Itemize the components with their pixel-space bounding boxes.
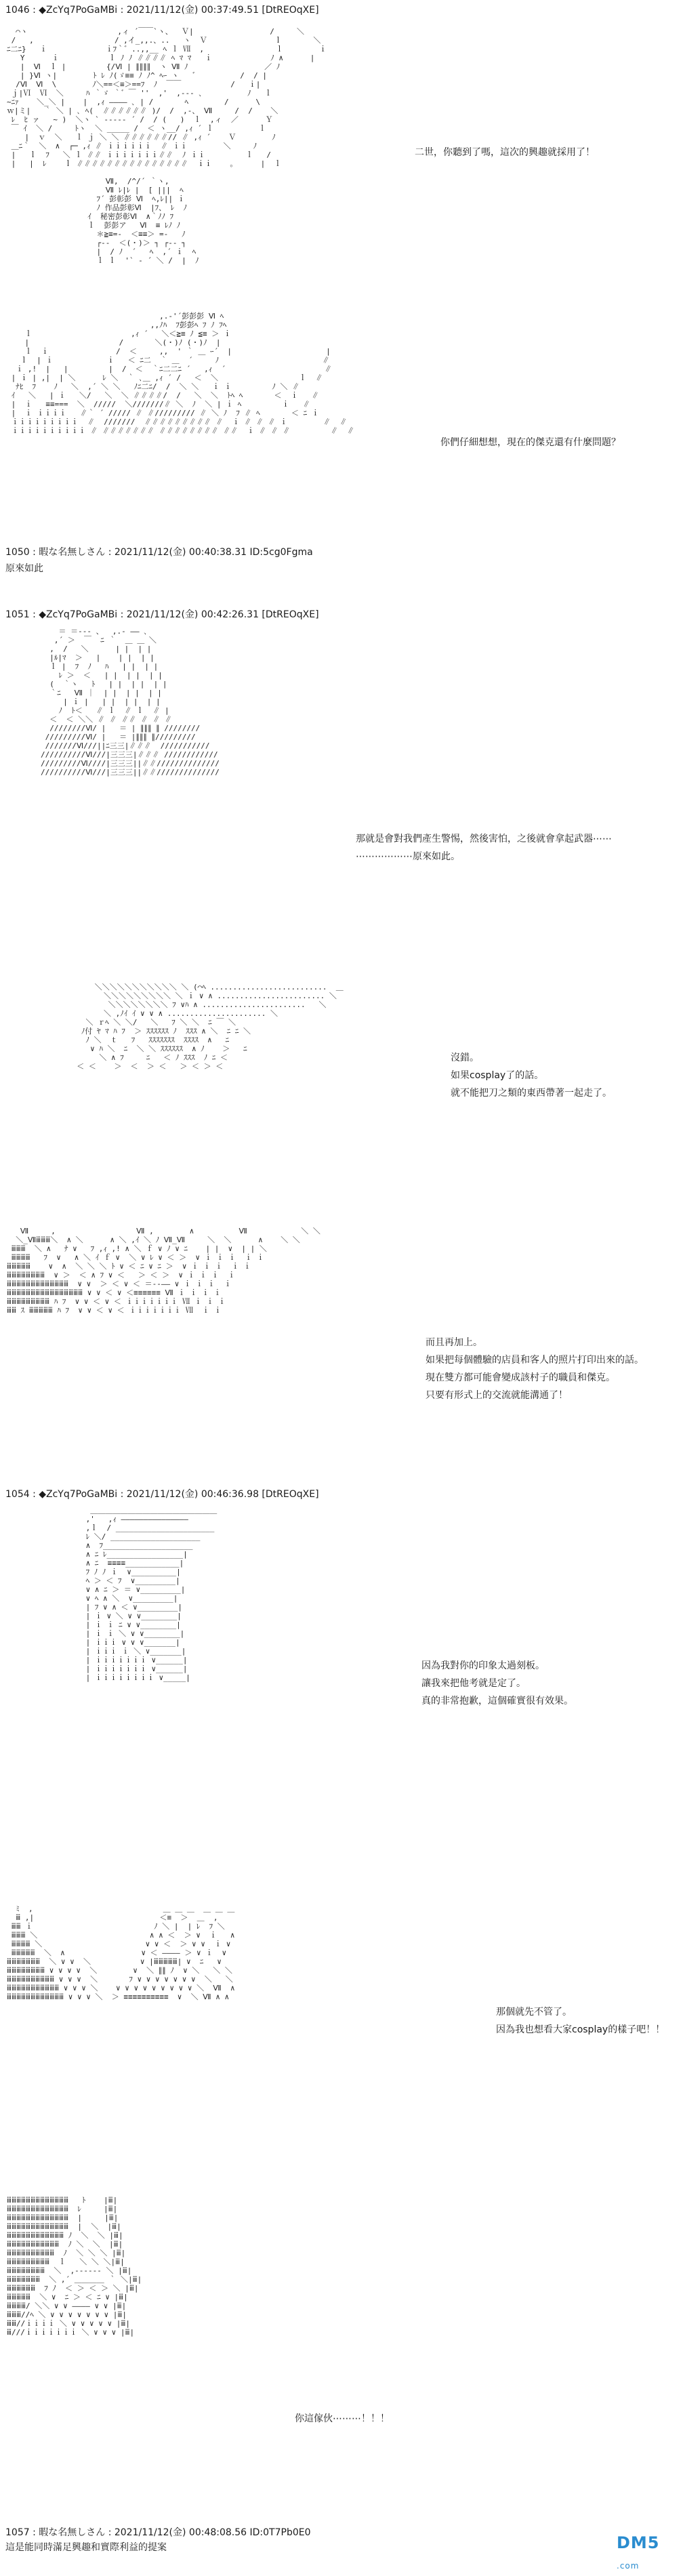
dialogue-5: [426, 1334, 644, 1404]
dialogue-line: 只要有形式上的交流就能溝通了！: [426, 1390, 568, 1401]
dialogue-line: 現在雙方都可能會變成該村子的職員和傑克。: [426, 1372, 615, 1383]
ascii-art-scene-5: Ⅶ , Ⅶ , ∧ Ⅶ ＼ ＼ ＼_Ⅶⅲⅲⅲ＼ ∧ ＼ ∧ ＼ ,ｲ ＼ ﾉ Ⅶ_Ⅶ ＼ ＼ ∧ ＼ ＼ ⅲⅲⅲ ＼ ∧ ﾅ ∨ ﾌ ,ｨ ,! ∧ ＼ ｆ ∨ ﾉ ∨ ﾆ | | ∨ | | ＼ ⅲⅲⅲⅲ ﾌ ∨ ∧ ＼ ｲ ｆ ∨ ＼ ∨ ﾚ ∨ ＜ ＞ ∨ ｉ ｉ ｉ ｉ ｉ ⅲⅲⅲⅲⅲ ∨ ∧ ＼ ＼ ＼ ﾄ ∨ ＜ ﾆ ∨ ﾆ ＞ ∨ ｉ ｉ ｉ ｉ ｉ ⅲⅲⅲⅲⅲⅲⅲⅲ ∨ ＞ ＜ ∧ ﾌ ∨ ＜ ＞ ＜ ＞ ∨ ｉ ｉ ｉ ｉ ⅲⅲⅲⅲⅲⅲⅲⅲⅲⅲⅲⅲⅲ ∨ ∨ ＞ ＜ ∨ ＜ ＝‐‐―― ∨ ｉ ｉ ｉ ｉ ⅲⅲⅲⅲⅲⅲⅲⅲⅲⅲⅲⅲⅲⅲⅲⅲ ∨ ∨ ＜ ∨ ＜≡≡≡≡≡≡ Ⅶ ｉ ｉ ｉ ｉ ⅲⅲⅲⅲⅲⅲⅲⅲⅲ ﾊ ﾌ ∨ ∨ ＜ ∨ ＜ ｉｉｉｉｉｉｉ Ⅶ ｉ ｉ ｉ ⅲⅲ ｽ ⅲⅲⅲⅲⅲ ﾊ ﾌ ∨ ∨ ＜ ∨ ＜ ｉｉｉｉｉｉｉ Ⅶ ｉ ｉ: [7, 1227, 320, 1315]
dialogue-line: 因為我也想看大家cosplay的樣子吧！！: [496, 2024, 665, 2035]
ascii-art-scene-7: ﾐ , ＿ ＿ ＿ ＿ ＿ ＿ ⅲ ,| ＜≡ ＞ ＿ , ⅲⅲ ｉ ﾉ ＼ | | ﾚ ﾌ ＼ ⅲⅲⅲ ＼ ∧ ∧ ＜ ＞ ∨ ｉ ∧ ⅲⅲⅲⅲ ＼ ∨ ∨ ＜ ＞ ∨ ∨ ｉ ∨ ⅲⅲⅲⅲⅲ ＼ ∧ ∨ ＜ ―――― ＞ ∨ ｉ ∨ ⅲⅲⅲⅲⅲⅲⅲ ＼ ∨ ∨ ＼ ∨ |ⅲⅲⅲⅲⅲ| ∨ ﾆ ∨ ⅲⅲⅲⅲⅲⅲⅲⅲ ∨ ∨ ∨ ∨ ＼ ∨ ＼ ∥∥ ﾉ ∨ ＼ ＼ ＼ ⅲⅲⅲⅲⅲⅲⅲⅲⅲⅲ ∨ ∨ ∨ ＼ ﾌ ∨ ∨ ∨ ∨ ∨ ∨ ∨ ＼ ＼ ⅲⅲⅲⅲⅲⅲⅲⅲⅲⅲⅲ ∨ ∨ ∨ ＼ ∨ ∨ ∨ ∨ ∨ ∨ ∨ ∨ ∨ ＼ Ⅶ ∧ ⅲⅲⅲⅲⅲⅲⅲⅲⅲⅲⅲⅲ ∨ ∨ ∨ ＼ ＞ ≡≡≡≡≡≡≡≡≡≡ ∨ ＼ Ⅶ ∧ ∧: [7, 1904, 235, 2001]
dialogue-7: [496, 2003, 665, 2039]
dialogue-line: 沒錯。: [451, 1052, 479, 1063]
dialogue-line: 讓我來把他考就是定了。: [421, 1678, 526, 1689]
site-watermark-logo: [617, 2533, 675, 2571]
dialogue-line: ⋯⋯⋯⋯⋯⋯原來如此。: [356, 851, 460, 862]
post-header-1054: 1054 : ◆ZcYq7PoGaMBi : 2021/11/12(金) 00:46:36.98 [DtREOqXE]: [5, 1489, 319, 1500]
dialogue-line: 而且再加上。: [426, 1337, 482, 1348]
watermark-text: DM5: [617, 2533, 660, 2552]
dialogue-line: 那個就先不管了。: [496, 2007, 572, 2018]
dialogue-line: 二世，你聽到了嗎，這次的興趣就採用了！: [415, 147, 595, 158]
dialogue-1: [415, 144, 595, 161]
dialogue-6: [421, 1657, 573, 1710]
ascii-art-scene-8: ⅲⅲⅲⅲⅲⅲⅲⅲⅲⅲⅲⅲⅲ ﾄ |ⅲ| ⅲⅲⅲⅲⅲⅲⅲⅲⅲⅲⅲⅲⅲ ﾚ |ⅲ| ⅲⅲⅲⅲⅲⅲⅲⅲⅲⅲⅲⅲⅲ | |ⅲ| ⅲⅲⅲⅲⅲⅲⅲⅲⅲⅲⅲⅲⅲ | ＼ |ⅲ| ⅲⅲⅲⅲⅲⅲⅲⅲⅲⅲⅲⅲ ﾉ ＼ ＼ |ⅲ| ⅲⅲⅲⅲⅲⅲⅲⅲⅲⅲⅲ ﾉ ＼ ＼ |ⅲ| ⅲⅲⅲⅲⅲⅲⅲⅲⅲⅲ ﾉ ＼ ＼ ＼ |ⅲ| ⅲⅲⅲⅲⅲⅲⅲⅲⅲ ｌ ＼ ＼ ＼|ⅲ| ⅲⅲⅲⅲⅲⅲⅲⅲ ＼ ,-‐‐‐‐- ＼ |ⅲ| ⅲⅲⅲⅲⅲⅲⅲ ＼ ,´ ＿＿＿＿ ｀ ＼|ⅲ| ⅲⅲⅲⅲⅲⅲ ﾌ ﾉ ＜ ＞ ＜ ＞ ＼ |ⅲ| ⅲⅲⅲⅲⅲ ＼ ∨ ﾆ ＞ ＜ ﾆ ∨ |ⅲ| ⅲⅲⅲⅲ/ ＼＼ ∨ ∨ ―――― ∨ ∨ |ⅲ| ⅲⅲⅲ//ﾍ ＼ ∨ ∨ ∨ ∨ ∨ ∨ ∨ |ⅲ| ⅲⅲ//ｉｉｉｉ ＼ ∨ ∨ ∨ ∨ ∨ |ⅲ| ⅲ///ｉｉｉｉｉｉｉ ＼ ∨ ∨ ∨ |ⅲ|: [7, 2196, 142, 2337]
post-header-1050: 1050 : 暇な名無しさん : 2021/11/12(金) 00:40:38.31 ID:5cg0Fgma: [5, 547, 313, 558]
post-body-1057: 這是能同時滿足興趣和實際利益的提案: [5, 2542, 167, 2553]
dialogue-line: 真的非常抱歉，這個確實很有效果。: [421, 1696, 573, 1706]
ascii-art-scene-1: ⌒ヽ ,ィ ´￣￣`ヽ、 Ｖ| / ＼ / , / ,イ_,,.、.. ヽ Ｖ ｌ ＼ ﾆ二ﾆ} ｉ ｉﾌ｀゛..,,__ ﾍ ｌ Ⅶ , ｌ ｉ Y ｉ ｌ ﾉ ﾉ ∥∥∥∥ ﾍ ﾏ ﾏ ｉ ﾉ ∧ | | Ⅵ ｌ | {/Ⅵ | ∥∥∥∥ ヽ Ⅶ ﾉ ／ ﾉ | }Ⅵ ヽ| ﾄ ﾚ ﾉ(ゞ≡≡ ﾉ ﾉ^ ﾍｰ ヽ ゛ / / | /Ⅵ Ⅵ \ ﾉ＼==＜≡＞==ﾌ ﾉ ￣￣ / ｉ| ｊ|Ⅵ Ⅵ ＼ ﾊ ｀ゞ ｀゛￣ '' ,' ,-‐- ､ ﾉ ｌ ~ﾆｧ ＼_＼ | | ,ｨ ―――― ､ | / ﾍ / \ ｗ|ミ| ｀ ＼ | ､ ﾍ( ∥∥∥∥∥∥ )/ / ,-、 Ⅶ / / ＼ ﾚ ﾋ ァ ~ ) ＼ヽ ` ----- ´ / / ( ) ｌ ,ィ ／ Ｙ ￣ ｲ ＼ / ﾄヽ ＼ _____ / ＜ ヽ__/ ,ｨ ´ ｌ ｌ | ｖ ＼ ｌ ｊ ＼ ＼ ∥∥∥∥∥∥// ∥ ,ｨ ´ Ｖ ﾉ ＿ﾆ｀ ＼ ∧ ┌─ ,ｨ ∥ ｉｉｉｉｉｉ ∥ ｉｉ ＼ ﾉ | ｌ ﾌ ＼ ｌ ∥∥ ｉｉｉｉｉｉｉ∥∥ ﾉ ｉｉ ｌ / | | ﾚ ｌ ∥∥∥∥∥∥∥∥∥∥∥∥∥∥∥ ｉｉ ｡ | ｌ Ⅶ, /^/´ ｀ヽ, Ⅶ ﾚ|ﾚ | [ ||| ﾍ ﾌ´ 彭彰彭 Ⅵ ﾍ,ﾚ|| ｉ ﾉ 作品彭彰Ⅵ |ﾌ、 ﾚ ﾉ ｲ 秘密彭彰Ⅵ ∧｀ﾉﾉ ﾌ ｌ 彭彭ア Ⅵ ≡ ﾚﾉ ﾉ ＊≧≡=- ＜≡≡＞ =- ﾉ ┌‐‐ ＜(・)＞ ┐ ┌‐‐ ┐ | / ﾉ ´ ﾍ ,´ ｉ ﾍ ｌ ｌ '` - ´ ＼ / | ﾉ: [7, 27, 327, 265]
post-header-1046: 1046 : ◆ZcYq7PoGaMBi : 2021/11/12(金) 00:37:49.51 [DtREOqXE]: [5, 5, 319, 16]
ascii-art-scene-2: ,.-'´彭彭彭 Ⅵ ﾍ ,,ﾉﾊ ﾌ彭彭ﾍ ﾌ ﾉ ﾌﾍ ｌ ,ｨ ´ ＼＜≧≡ ﾉ ≦≡ ＞ ｉ | / ＼(・)ﾉ (・)ﾉ | ｌ ｉ / ＜ ,, ' ｀ ＿ ｰ´ | | ｌ | ｉ ｉ ＜ ﾆ二 ｀ ＿ ´ ﾉ ∥ ｉ ,! | | | / ＜ ｀ﾆ二二ﾆ ´ ,ｨ ´ ∥ | ｉ | ,| | ＼ ﾚ ＼ ｀ ､＿ ,ｨ ´ / ＜ ＼ ｌ ∥ ﾅﾋ ﾌ ﾉ ＼ ,´ ＼ ＼ ﾉﾆ二ﾆ/ / ＼ ＼ ｉ ｉ ﾉ ＼ ∥ ｲ ＼ | ｉ ＼/ ＼ ＼ ∥∥∥∥/ / ＼ ＼ ﾄﾍ ﾍ ＜ ｉ ∥ | ｉ ≡≡=== ＼ ///// ＼///////∥ ＼ ﾉ ＼ | ｉ ﾍ ｉ ∥ | ｉ ｉｉｉｉ ∥｀ ´ ///// ∥ ∥///////// ∥ ＼ ﾉ ﾌ ∥ ﾍ ＜ ﾆ ｉ ｉｉｉｉｉｉｉｉｉ ∥ /////// ∥∥∥∥∥∥∥∥∥ ∥ ｉ ∥ ∥ ∥ ｉ ∥ ∥ ｉｉｉｉｉｉｉｉｉｉ ∥ ∥∥∥∥∥∥∥ ∥∥∥∥∥∥∥∥ ∥∥ ｉ ∥ ∥ ∥ ∥ ∥: [11, 312, 355, 435]
post-body-1050: 原來如此: [5, 563, 43, 574]
ascii-art-scene-3: ＝ ＝‐‐‐ 、 ,.‐ ―― ､ ,´ ＞ ￣ ﾆ ｀ ＿ ＿ ＼ , / ＼ | | | | |ﾙ|ﾏ ＞ | | | | | ｌ | ﾌ ﾉ ﾊ | | | | ﾚ ＞ ＜ | | | | | | ( ｀ヽ ﾄ | | | | | | ｀ﾆ Ⅶ ｜ | | | | | | | ｉ | | | | | | | ﾉ ﾄ＜ ∥ ｌ ∥ ｌ ∥ | ＜ ＜ ＼＼ ∥ ∥ ∥∥ ∥ ∥ ∥ ////////Ⅵ/ | ＝ | ∥∥∥ ∥ //////// /////////Ⅵ/ | ＝ |∥∥∥ ∥///////// ///////Ⅵ///||ﾆ三三|∥∥∥ /////////// //////////Ⅵ///|三三三|∥∥∥ //////////// /////////Ⅵ////|三三三||∥∥////////////// //////////Ⅵ///|三三三||∥∥//////////////: [41, 627, 220, 777]
dialogue-8: [295, 2410, 390, 2428]
watermark-suffix: .com: [617, 2561, 640, 2571]
dialogue-line: 因為我對你的印象太過刻板。: [421, 1660, 545, 1671]
dialogue-3: [356, 830, 612, 865]
dialogue-line: 如果把每個體驗的店員和客人的照片打印出來的話。: [426, 1355, 644, 1366]
dialogue-line: 就不能把刀之類的東西帶著一起走了。: [451, 1088, 612, 1099]
ascii-art-scene-6: ＿＿＿＿＿＿＿＿＿＿＿＿＿＿＿＿＿ ,' ,ｨ ――――――――――――――― ,ｌ / ______________________ ﾚ ＼/ ____________________ ∧ ﾌ____________________ ∧ ﾆ ﾚ_________________| ∧ ﾆ ≡≡≡≡____________| ﾌ ﾉ ﾉ ｉ ∨__________| ﾍ ＞ ＜ ﾌ ∨_________| ∨ ∧ ﾆ ＞ ＝ ∨_________| ∨ ﾍ ∧ ＼ ∨_________| | ﾌ ∨ ∧ ＜ ∨_________| | ｉ ∨ ＼ ∨ ∨________| | ｉ ｉ ﾆ ∨ ∨________| | ｉ ｉ ＼ ∨ ∨________| | ｉｉｉ ∨ ∨ ∨_______| | ｉｉｉ ｉ ＼ ∨_______| | ｉｉｉｉｉｉｉ ∨______| | ｉｉｉｉｉｉｉ ∨______| | ｉｉｉｉｉｉｉｉ ∨_____|: [85, 1506, 218, 1682]
post-header-1051: 1051 : ◆ZcYq7PoGaMBi : 2021/11/12(金) 00:42:26.31 [DtREOqXE]: [5, 609, 319, 620]
dialogue-line: 如果cosplay了的話。: [451, 1070, 544, 1081]
dialogue-line: 你這傢伙⋯⋯⋯！！！: [295, 2413, 390, 2424]
post-header-1057: 1057 : 暇な名無しさん : 2021/11/12(金) 00:48:08.56 ID:0T7Pb0E0: [5, 2527, 311, 2538]
dialogue-4: [451, 1049, 612, 1102]
dialogue-2: [440, 434, 621, 451]
ascii-art-scene-4: ＼＼＼＼＼＼＼＼＼＼＼ ＼ (⌒ﾍ .......................... ＿ ＼＼＼＼＼＼＼＼＼ ＼ ｉ ∨ ∧ ........................ ＼ ＼＼＼＼＼＼＼＼ ﾌ ∨ﾊ ∧ ....................... ＼ ＼ ,ﾉｲ ｲ ∨ ∨ ∧ ...................... ＼ ＼ ｒﾍ ＼ ＼/ ＼ ﾌ ＼ ＼ ﾆ ￣ ＼ ﾉ付 ﾔ ﾏ ﾊ ﾌ ＞ ｽｽｽｽｽｽ ﾉ ｽｽｽ ∧ ＼ ﾆ ﾆ ＼ ﾉ ＼ ｔ ﾌ ｽｽｽｽｽｽｽ ｽｽｽｽ ∧ ﾆ ∨ ﾊ ＼ ﾆ ＼ ＼ ｽｽｽｽｽｽ ∧ ﾉ ＞ ﾆ ＼ ∧ ﾌ ﾆ ＜ ﾉ ｽｽｽ ﾉ ﾆ ＜ ＜ ＜ ＞ ＜ ＞ ＜ ＞ ＜ ＞ ＜: [77, 983, 344, 1071]
dialogue-line: 你們仔細想想，現在的傑克還有什麼問題？: [440, 437, 621, 448]
dialogue-line: 那就是會對我們產生警惕，然後害怕，之後就會拿起武器⋯⋯: [356, 834, 612, 844]
